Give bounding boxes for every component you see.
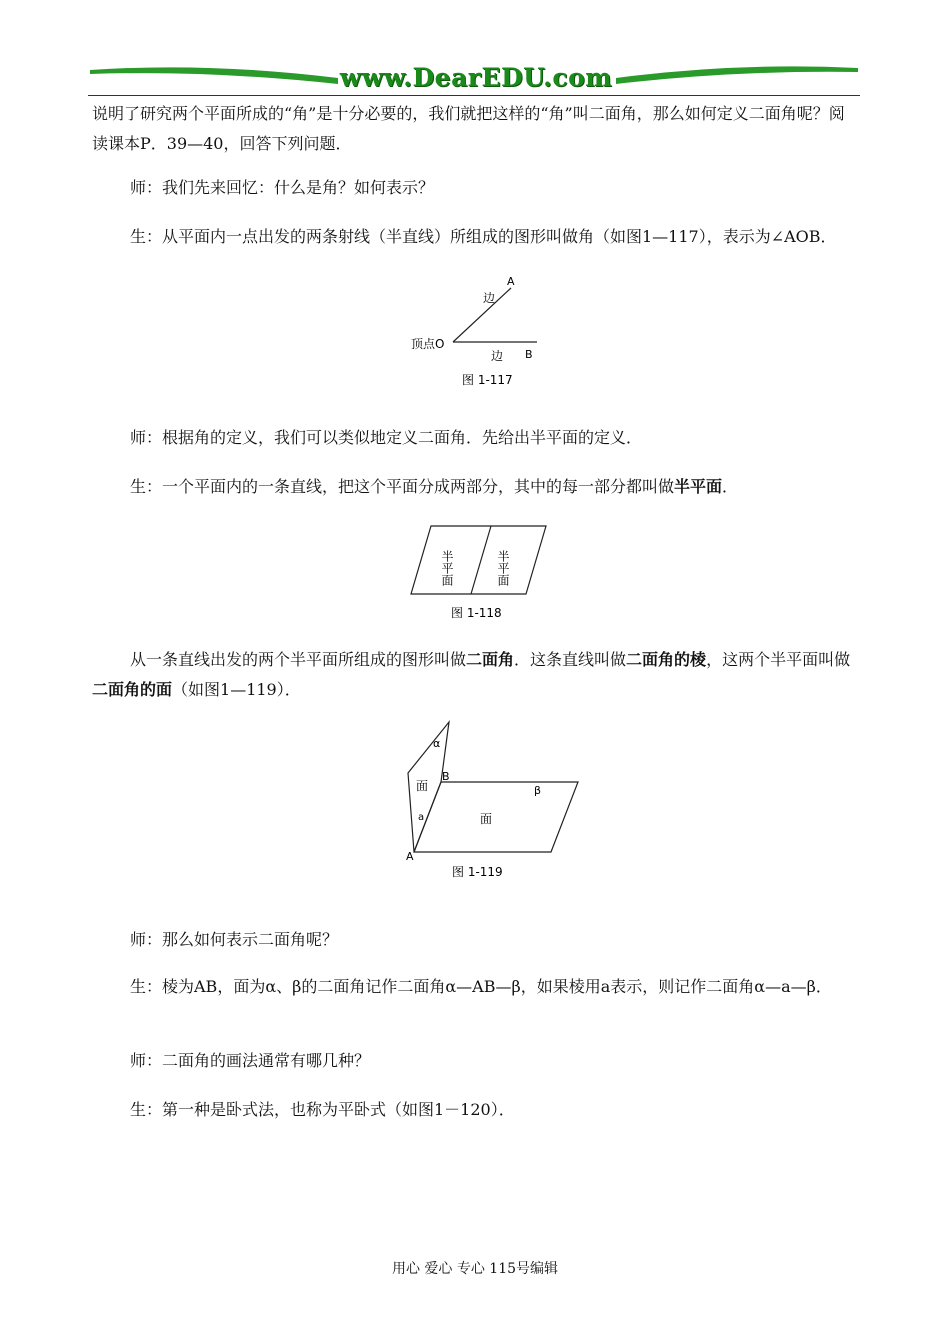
fig119-label-alpha: α <box>433 737 441 750</box>
term-dihedral-edge: 二面角的棱 <box>626 650 707 669</box>
figure-1-119 <box>400 718 590 883</box>
fig119-label-face-right: 面 <box>480 812 493 826</box>
fig119-label-beta: β <box>534 784 542 797</box>
fig117-label-side-top: 边 <box>483 291 496 305</box>
term-half-plane: 半平面 <box>674 477 723 496</box>
paragraph-teacher-2: 师：根据角的定义，我们可以类似地定义二面角．先给出半平面的定义． <box>130 428 643 447</box>
figure-1-117 <box>405 268 555 393</box>
fig117-label-side-bottom: 边 <box>491 349 504 363</box>
header-rule <box>88 95 860 96</box>
fig117-label-a: A <box>507 275 515 288</box>
fig119-label-face-left: 面 <box>416 779 429 793</box>
fig117-caption: 图 1-117 <box>462 373 513 387</box>
paragraph-student-3: 生：棱为AB，面为α、β的二面角记作二面角α—AB—β，如果棱用a表示，则记作二面角α—a—β． <box>130 977 832 996</box>
fig119-label-b: B <box>442 770 450 783</box>
paragraph-student-1: 生：从平面内一点出发的两条射线（半直线）所组成的图形叫做角（如图1—117），表示为∠AOB． <box>130 227 837 246</box>
page-footer: 用心 爱心 专心 115号编辑 <box>391 1261 559 1277</box>
term-dihedral-angle: 二面角 <box>466 650 515 669</box>
paragraph-definition: 从一条直线出发的两个半平面所组成的图形叫做二面角．这条直线叫做二面角的棱，这两个半平面叫做二面角的面（如图1—119）． <box>92 650 851 699</box>
page-header <box>88 60 860 100</box>
paragraph-student-2: 生：一个平面内的一条直线，把这个平面分成两部分，其中的每一部分都叫做半平面． <box>130 477 739 496</box>
paragraph-teacher-3: 师：那么如何表示二面角呢？ <box>130 930 339 949</box>
fig118-caption: 图 1-118 <box>451 606 502 620</box>
paragraph-student-4: 生：第一种是卧式法，也称为平卧式（如图1－120）． <box>130 1100 515 1119</box>
fig117-label-b: B <box>525 348 533 361</box>
paragraph-teacher-1: 师：我们先来回忆：什么是角？如何表示？ <box>130 178 435 197</box>
paragraph-teacher-4: 师：二面角的画法通常有哪几种？ <box>130 1051 371 1070</box>
site-logo[interactable]: www.DearEDU.com <box>339 63 613 92</box>
fig119-label-a-small: a <box>418 812 425 823</box>
fig118-label-left: 半平面 <box>440 550 454 586</box>
figure-1-118 <box>405 520 555 625</box>
fig119-label-a: A <box>406 850 414 863</box>
term-dihedral-face: 二面角的面 <box>92 680 173 699</box>
fig119-caption: 图 1-119 <box>452 865 503 879</box>
fig118-label-right: 半平面 <box>496 550 510 586</box>
fig117-label-vertex: 顶点O <box>411 337 445 351</box>
paragraph-intro: 说明了研究两个平面所成的“角”是十分必要的，我们就把这样的“角”叫二面角，那么如何定义二面角呢？阅读课本P．39—40，回答下列问题． <box>92 104 845 153</box>
